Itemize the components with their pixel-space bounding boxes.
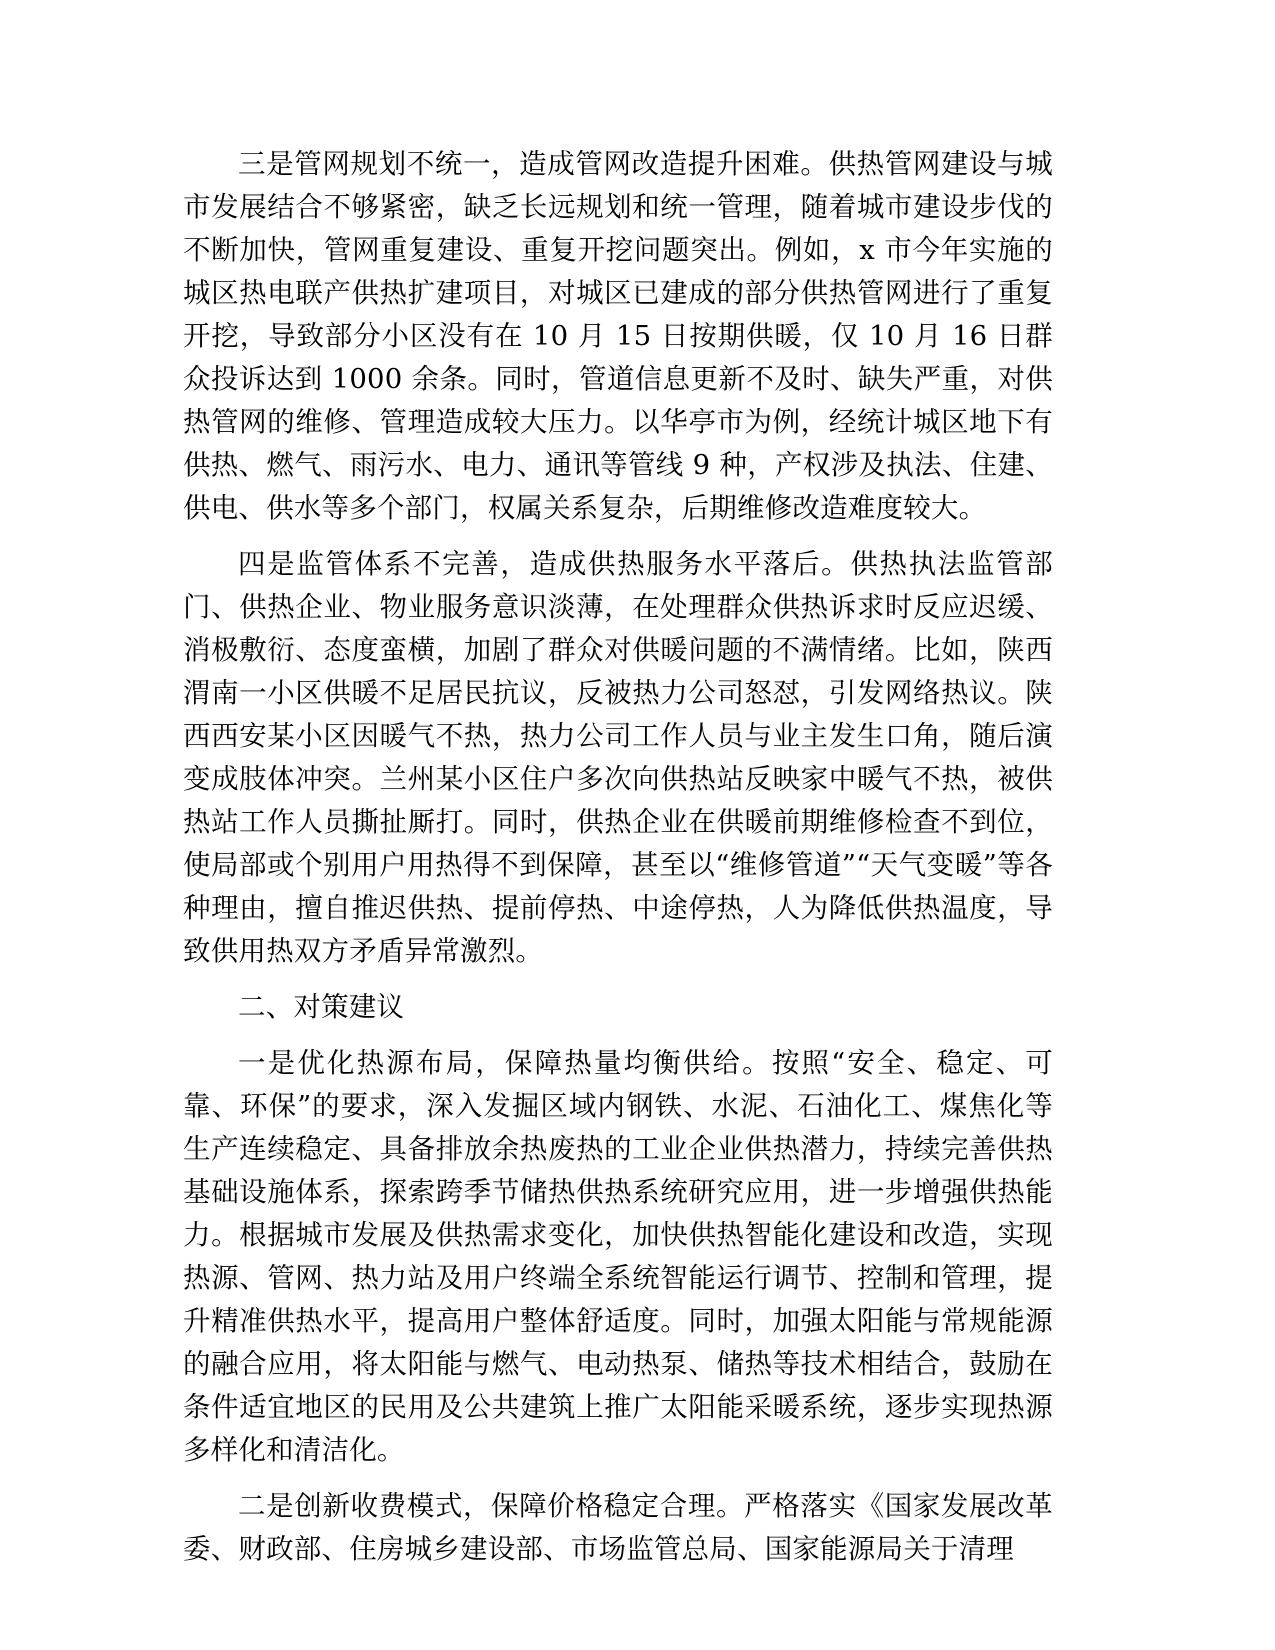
document-body xyxy=(183,143,1053,1571)
paragraph-pipe-network-planning: 三是管网规划不统一，造成管网改造提升困难。供热管网建设与城市发展结合不够紧密，缺乏长远规划和统一管理，随着城市建设步伐的不断加快，管网重复建设、重复开挖问题突出。例如，x 市今年实施的城区热电联产供热扩建项目，对城区已建成的部分供热管网进行了重复开挖，导致部分小区没有在 10 月 15 日按期供暖，仅 10 月 16 日群众投诉达到 1000 余条。同时，管道信息更新不及时、缺失严重，对供热管网的维修、管理造成较大压力。以华亭市为例，经统计城区地下有供热、燃气、雨污水、电力、通讯等管线 9 种，产权涉及执法、住建、供电、供水等多个部门，权属关系复杂，后期维修改造难度较大。 xyxy=(183,148,1053,524)
paragraph-heat-source-layout: 一是优化热源布局，保障热量均衡供给。按照“安全、稳定、可靠、环保”的要求，深入发掘区域内钢铁、水泥、石油化工、煤焦化等生产连续稳定、具备排放余热废热的工业企业供热潜力，持续完善供热基础设施体系，探索跨季节储热供热系统研究应用，进一步增强供热能力。根据城市发展及供热需求变化，加快供热智能化建设和改造，实现热源、管网、热力站及用户终端全系统智能运行调节、控制和管理，提升精准供热水平，提高用户整体舒适度。同时，加强太阳能与常规能源的融合应用，将太阳能与燃气、电动热泵、储热等技术相结合，鼓励在条件适宜地区的民用及公共建筑上推广太阳能采暖系统，逐步实现热源多样化和清洁化。 xyxy=(183,1047,1053,1466)
paragraph-supervision-system: 四是监管体系不完善，造成供热服务水平落后。供热执法监管部门、供热企业、物业服务意识淡薄，在处理群众供热诉求时反应迟缓、消极敷衍、态度蛮横，加剧了群众对供暖问题的不满情绪。比如，陕西渭南一小区供暖不足居民抗议，反被热力公司怒怼，引发网络热议。陕西西安某小区因暖气不热，热力公司工作人员与业主发生口角，随后演变成肢体冲突。兰州某小区住户多次向供热站反映家中暖气不热，被供热站工作人员撕扯厮打。同时，供热企业在供暖前期维修检查不到位，使局部或个别用户用热得不到保障，甚至以“维修管道”“天气变暖”等各种理由，擅自推迟供热、提前停热、中途停热，人为降低供热温度，导致供用热双方矛盾异常激烈。 xyxy=(183,548,1053,967)
paragraph-fee-model: 二是创新收费模式，保障价格稳定合理。严格落实《国家发展改革委、财政部、住房城乡建设部、市场监管总局、国家能源局关于清理 xyxy=(183,1490,1053,1565)
section-heading-countermeasures: 二、对策建议 xyxy=(238,991,405,1023)
